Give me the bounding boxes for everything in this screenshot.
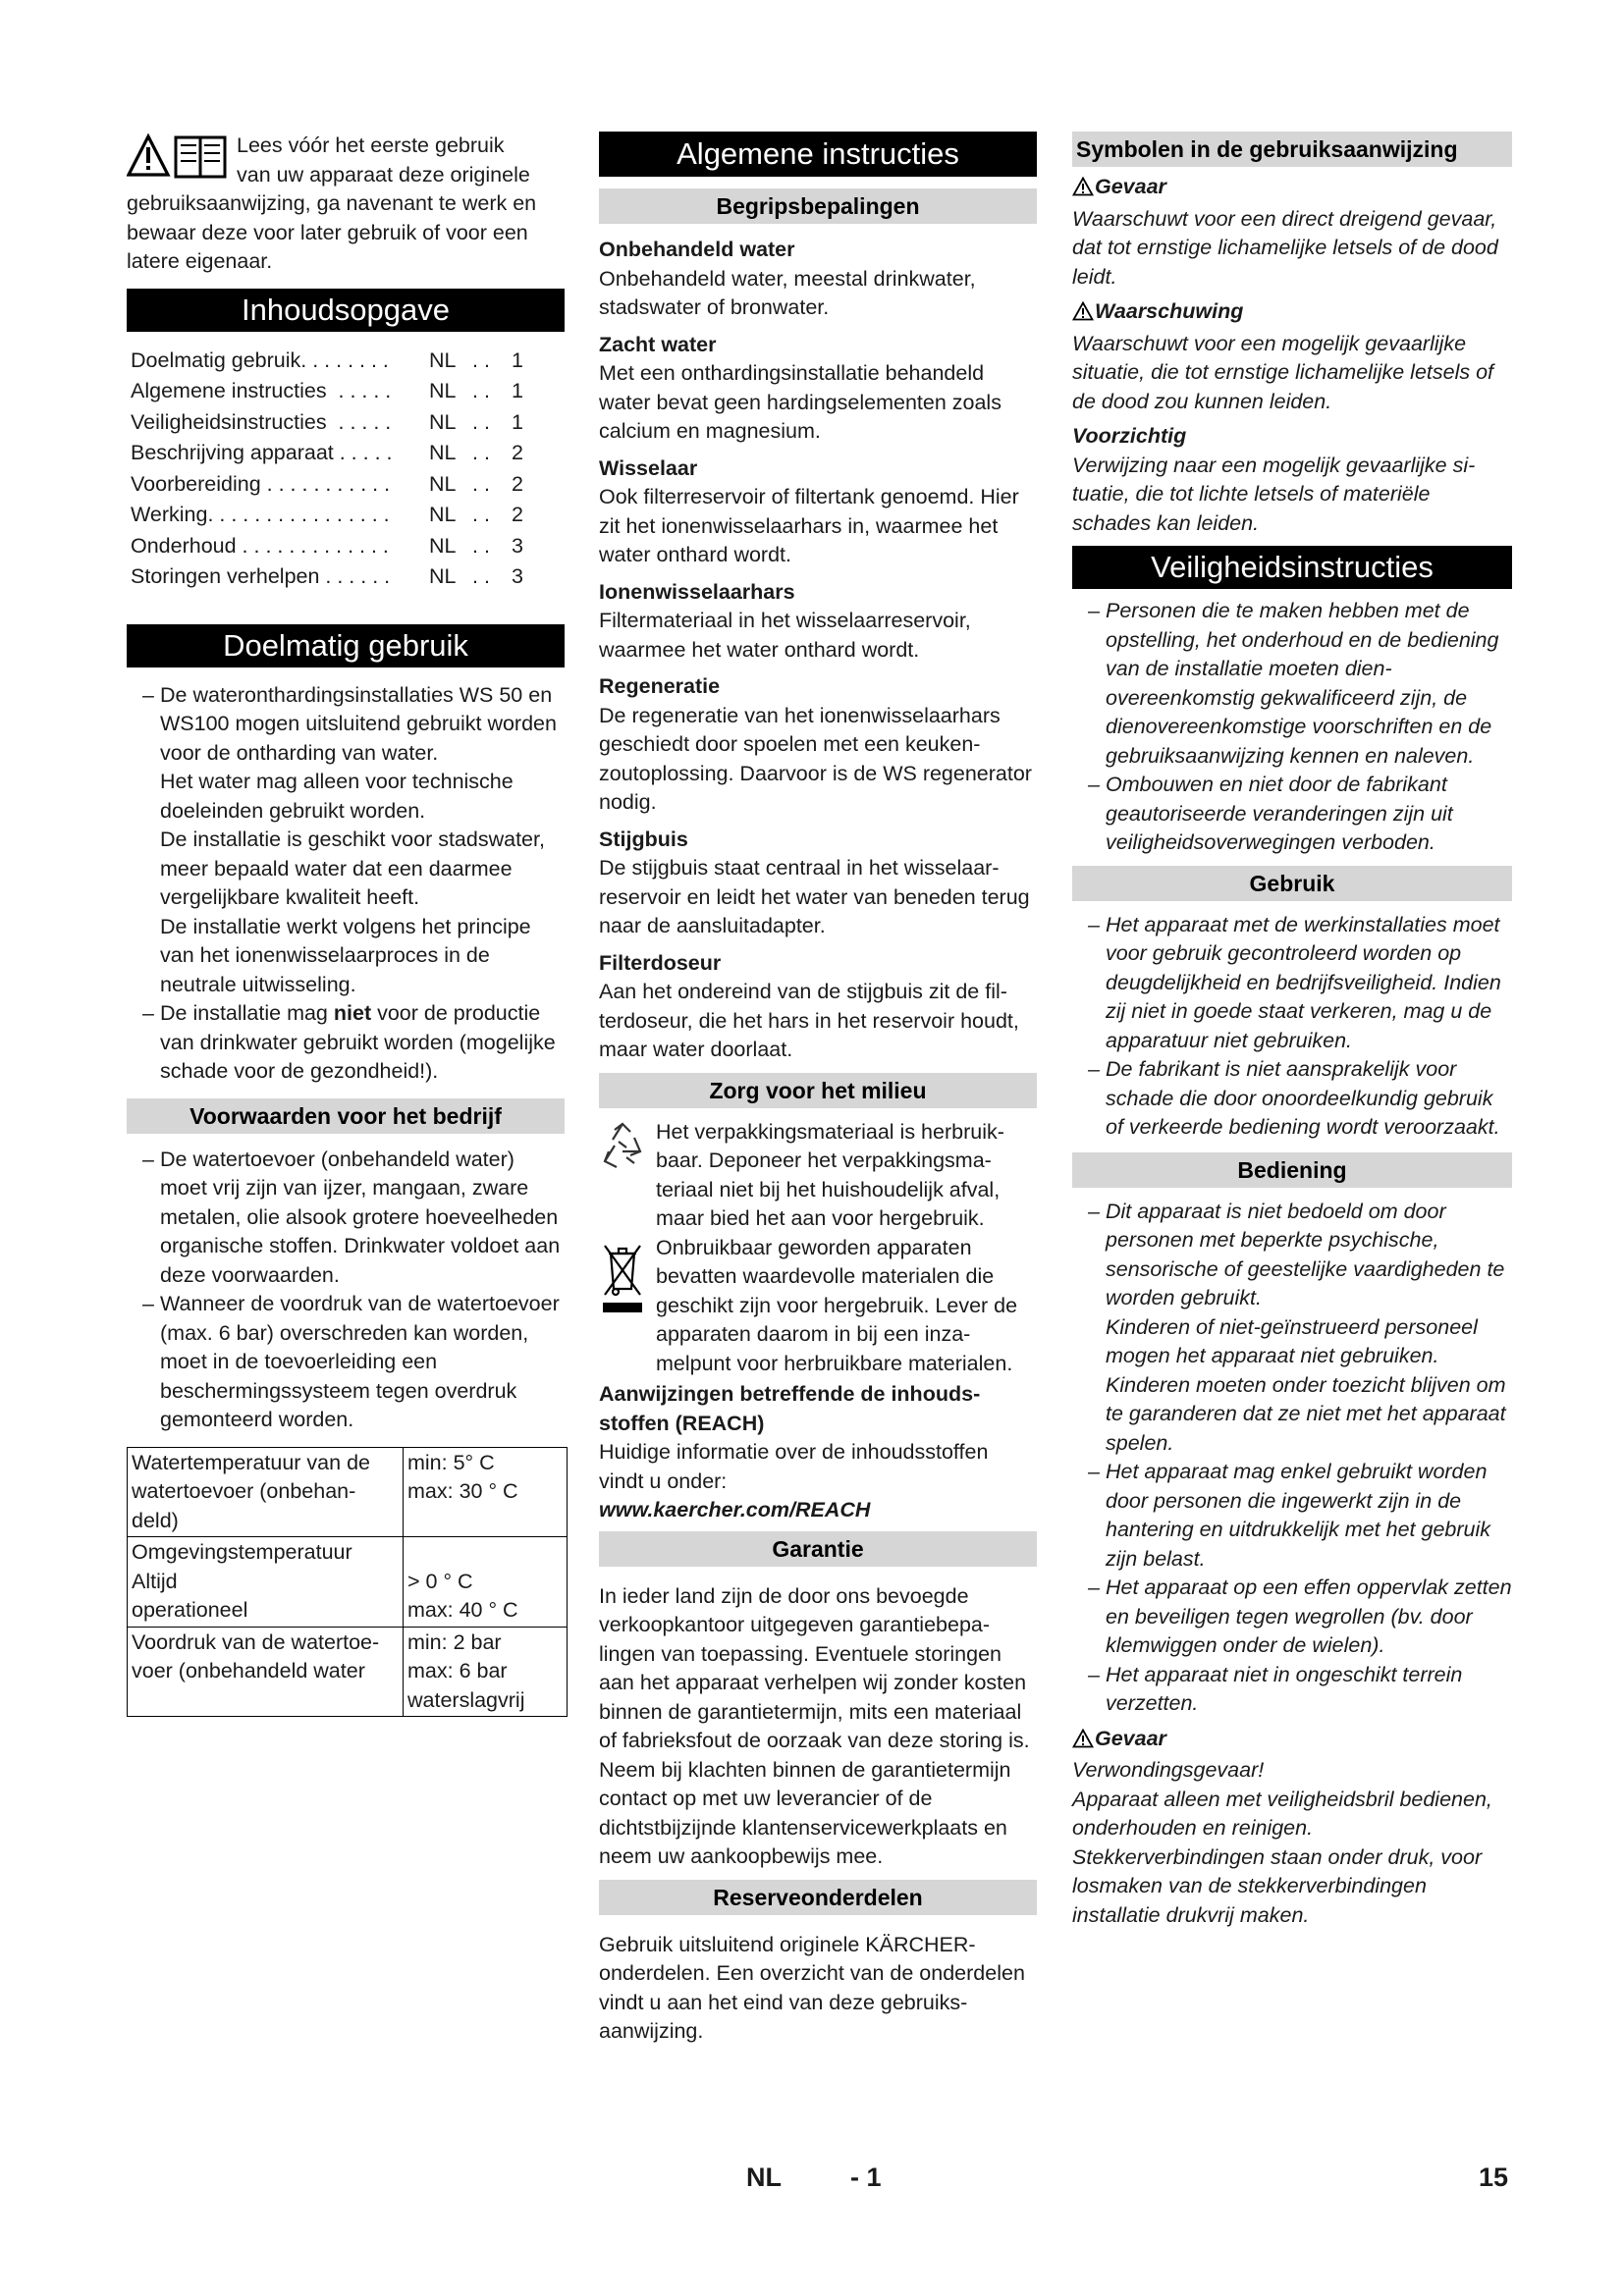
table-of-contents: [127, 346, 565, 593]
list-item-continuation: Kinderen moeten onder toezicht blijven om te garanderen dat ze niet met het apparaat spelen.: [1106, 1372, 1506, 1455]
list-item-continuation: De installatie werkt volgens het principe van het ionenwisselaarproces in de neutrale uitwisseling.: [160, 914, 531, 996]
begrips-heading: Begripsbepalingen: [599, 188, 1037, 224]
toc-lang: NL: [429, 503, 457, 526]
cell-line: operationeel: [132, 1598, 248, 1622]
waarschuwing-title: Waarschuwing: [1072, 297, 1512, 330]
toc-row[interactable]: [127, 407, 565, 439]
warning-book-icon: [127, 133, 229, 187]
list-item: – Het apparaat niet in ongeschikt terrein verzetten.: [1088, 1662, 1463, 1715]
toc-row[interactable]: [127, 500, 565, 531]
warning-icon: [1072, 176, 1094, 205]
table-cell-left: [128, 1537, 404, 1628]
warning-icon: [1072, 1728, 1094, 1757]
page-number: 15: [1479, 2163, 1509, 2192]
cell-line: Watertemperatuur van de: [132, 1450, 370, 1474]
intro-text: gebruiksaanwijzing, ga navenant te werk en bewaar deze voor later gebruik of voor een latere eigenaar.: [127, 191, 537, 273]
intro-line2: van uw apparaat deze originele: [237, 162, 530, 187]
toc-row[interactable]: [127, 561, 565, 593]
list-item-continuation: Kinderen of niet-geïnstrueerd personeel mogen het apparaat niet gebruiken.: [1106, 1314, 1478, 1367]
bediening-gevaar-3: Stekkerverbindingen staan onder druk, voor losmaken van de stekkerverbindingen installatie drukvrij maken.: [1072, 1844, 1483, 1927]
footer-lang: NL: [746, 2163, 782, 2192]
intro-block: [127, 132, 565, 277]
toc-row[interactable]: [127, 469, 565, 501]
toc-page: 3: [512, 533, 523, 558]
toc-sep: . .: [472, 379, 490, 402]
weee-bin-icon: [601, 1240, 644, 1325]
reserve-heading: Reserveonderdelen: [599, 1880, 1037, 1915]
definition-term: Ionenwisselaarhars: [599, 579, 795, 604]
definition-term: Onbehandeld water: [599, 238, 795, 261]
spec-table: [127, 1447, 568, 1718]
cell-line: max: 30 ° C: [407, 1479, 518, 1503]
list-item: – De wateronthardingsinstallaties WS 50 en WS100 mogen uitsluitend gebruikt worden voor de ontharding van water.: [142, 682, 557, 765]
definition-term: Wisselaar: [599, 455, 698, 480]
toc-page: 1: [512, 379, 523, 402]
toc-label: Onderhoud . . . . . . . . . . . . .: [131, 533, 389, 558]
veiligheid-heading: Veiligheidsinstructies: [1072, 546, 1512, 589]
column-left: [127, 132, 565, 1717]
algemene-heading: Algemene instructies: [599, 132, 1037, 177]
definition-term: Stijgbuis: [599, 827, 688, 851]
definition-text: De stijgbuis staat centraal in het wisselaarreservoir en leidt het water van beneden terug naar de aansluitadapter.: [599, 856, 1030, 937]
toc-sep: . .: [472, 347, 490, 372]
definition-text: De regeneratie van het ionenwisselaarhars geschiedt door spoelen met een keukenzoutoplossing. Daarvoor is de WS regenerator nodig.: [599, 703, 1032, 814]
definition-text: Filtermateriaal in het wisselaarreservoir, waarmee het water onthard wordt.: [599, 609, 971, 662]
cell-line: min: 2 bar: [407, 1629, 502, 1654]
reach-text: Huidige informatie over de inhoudsstoffen vindt u onder:: [599, 1440, 989, 1493]
toc-label: Werking. . . . . . . . . . . . . . . .: [131, 503, 390, 526]
toc-lang: NL: [429, 347, 457, 372]
toc-page: 2: [512, 503, 523, 526]
gevaar-title: Gevaar: [1072, 173, 1512, 205]
toc-lang: NL: [429, 564, 457, 588]
list-item: – Wanneer de voordruk van de watertoevoer (max. 6 bar) overschreden kan worden, moet in de toevoerleiding een beschermingssysteem tegen overdruk gemonteerd worden.: [142, 1292, 560, 1431]
cell-line: Altijd: [132, 1569, 178, 1593]
toc-lang: NL: [429, 441, 457, 464]
cell-line: deld): [132, 1508, 179, 1532]
voorwaarden-section: [127, 1146, 565, 1435]
definition-text: Aan het ondereind van de stijgbuis zit de filterdoseur, die het hars in het reservoir houdt, maar water doorlaat.: [599, 980, 1019, 1061]
toc-sep: . .: [472, 503, 490, 526]
cell-line: max: 6 bar: [407, 1659, 508, 1682]
toc-lang: NL: [429, 409, 457, 434]
table-row: [128, 1627, 568, 1717]
definition-term: Zacht water: [599, 332, 717, 356]
reserve-text: Gebruik uitsluitend originele KÄRCHER-onderdelen. Een overzicht van de onderdelen vindt u aan het eind van deze gebruiksaanwijzing.: [599, 1932, 1025, 2043]
column-right: [1072, 132, 1512, 1930]
table-cell-left: [128, 1447, 404, 1537]
toc-heading: Inhoudsopgave: [127, 289, 565, 332]
cell-line: > 0 ° C: [407, 1569, 473, 1593]
cell-line: watertoevoer (onbehan-: [132, 1479, 356, 1503]
table-row: [128, 1537, 568, 1628]
toc-sep: . .: [472, 409, 490, 434]
voorwaarden-heading: Voorwaarden voor het bedrijf: [127, 1098, 565, 1134]
waarschuwing-text: Waarschuwt voor een mogelijk gevaarlijke situatie, die tot ernstige lichamelijke letsels of de dood zou kunnen leiden.: [1072, 331, 1494, 413]
definition-term: Regeneratie: [599, 674, 721, 698]
doelmatig-section: [127, 681, 565, 1087]
definition-term: Filterdoseur: [599, 950, 722, 975]
list-item: – Het apparaat met de werkinstallaties moet voor gebruik gecontroleerd worden op deugdelijkheid en bedrijfsveiligheid. Indien zij niet in goede staat verkeren, mag u de apparatuur niet gebruiken.: [1088, 912, 1501, 1052]
garantie-heading: Garantie: [599, 1531, 1037, 1567]
milieu-heading: Zorg voor het milieu: [599, 1073, 1037, 1108]
table-cell-right: [404, 1447, 568, 1537]
toc-page: 2: [512, 471, 523, 496]
toc-page: 1: [512, 347, 523, 372]
toc-page: 1: [512, 409, 523, 434]
milieu-packaging-text: Het verpakkingsmateriaal is herbruikbaar. Deponeer het verpakkingsmateriaal niet bij het huishoudelijk afval, maar bied het aan voor hergebruik.: [656, 1119, 1004, 1230]
cell-line: Omgevingstemperatuur: [132, 1540, 352, 1564]
reach-link[interactable]: www.kaercher.com/REACH: [599, 1498, 871, 1522]
toc-sep: . .: [472, 441, 490, 464]
symbolen-heading: Symbolen in de gebruiksaanwijzing: [1072, 132, 1512, 167]
list-item-continuation: Het water mag alleen voor technische doeleinden gebruikt worden.: [160, 770, 514, 823]
column-middle: [599, 132, 1037, 2047]
bediening-gevaar-title: Gevaar: [1072, 1725, 1512, 1757]
footer-section-page: - 1: [850, 2163, 882, 2192]
definition-text: Ook filterreservoir of filtertank genoemd. Hier zit het ionenwisselaarhars in, waarmee het water onthard wordt.: [599, 485, 1019, 566]
table-cell-left: [128, 1627, 404, 1717]
garantie-text: In ieder land zijn de door ons bevoegde verkoopkantoor uitgegeven garantiebepalingen van toepassing. Eventuele storingen aan het apparaat verhelpen wij zonder kosten binnen de garantietermijn, mits een materiaal of fabrieksfout de oorzaak van deze storing is. Neem bij klachten binnen de garantietermijn contact op met uw leverancier of de dichtstbijzijnde klantenservicewerkplaats en neem uw aankoopbewijs mee.: [599, 1583, 1030, 1868]
table-row: [128, 1447, 568, 1537]
bediening-gevaar-1: Verwondingsgevaar!: [1072, 1758, 1265, 1782]
table-cell-right: [404, 1537, 568, 1628]
cell-line: Voordruk van de watertoe-: [132, 1629, 380, 1654]
gebruik-heading: Gebruik: [1072, 866, 1512, 901]
definition-text: Onbehandeld water, meestal drinkwater, stadswater of bronwater.: [599, 266, 976, 319]
toc-page: 3: [512, 564, 523, 588]
toc-row[interactable]: [127, 376, 565, 407]
list-item: – Dit apparaat is niet bedoeld om door personen met beperkte psychische, sensorische of geestelijke vaardigheden te worden gebruikt.: [1088, 1199, 1505, 1309]
list-item: – Het apparaat mag enkel gebruikt worden door personen die ingewerkt zijn in de hantering en uitdrukkelijk met het gebruik zijn belast.: [1088, 1460, 1490, 1571]
bediening-section: [1072, 1198, 1512, 1719]
cell-line: voer (onbehandeld water: [132, 1659, 365, 1682]
toc-row[interactable]: [127, 438, 565, 469]
toc-page: 2: [512, 441, 523, 464]
toc-label: Doelmatig gebruik. . . . . . . .: [131, 347, 389, 372]
toc-lang: NL: [429, 379, 457, 402]
toc-lang: NL: [429, 533, 457, 558]
toc-sep: . .: [472, 564, 490, 588]
list-item: – De watertoevoer (onbehandeld water) moet vrij zijn van ijzer, mangaan, zware metalen, olie alsook grotere hoeveelheden organische stoffen. Drinkwater voldoet aan deze voorwaarden.: [142, 1147, 561, 1287]
toc-label: Algemene instructies . . . . .: [131, 379, 392, 402]
toc-label: Veiligheidsinstructies . . . . .: [131, 409, 392, 434]
table-cell-right: [404, 1627, 568, 1717]
gevaar-text: Waarschuwt voor een direct dreigend gevaar, dat tot ernstige lichamelijke letsels of de dood leidt.: [1072, 206, 1498, 289]
milieu-devices-text: Onbruikbaar geworden apparaten bevatten waardevolle materialen die geschikt zijn voor hergebruik. Lever de apparaten daarom in bij een inzamelpunt voor herbruikbare materialen.: [656, 1235, 1018, 1375]
list-item: – Het apparaat op een effen oppervlak zetten en beveiligen tegen wegrollen (bv. door klemwiggen onder de wielen).: [1088, 1575, 1512, 1657]
toc-label: Voorbereiding . . . . . . . . . . .: [131, 471, 391, 496]
list-item: – De fabrikant is niet aansprakelijk voor schade die door onoordeelkundig gebruik of verkeerde bediening wordt veroorzaakt.: [1088, 1057, 1500, 1139]
toc-sep: . .: [472, 471, 490, 496]
definitions-list: [599, 236, 1037, 1065]
doelmatig-heading: Doelmatig gebruik: [127, 624, 565, 667]
cell-line: max: 40 ° C: [407, 1598, 518, 1622]
toc-sep: . .: [472, 533, 490, 558]
voorzichtig-title: Voorzichtig: [1072, 424, 1187, 448]
cell-line: min: 5° C: [407, 1450, 495, 1474]
voorzichtig-text: Verwijzing naar een mogelijk gevaarlijke situatie, die tot lichte letsels of materiële schades kan leiden.: [1072, 453, 1476, 535]
veiligheid-section: [1072, 597, 1512, 858]
toc-lang: NL: [429, 471, 457, 496]
milieu-section: [599, 1118, 1037, 1525]
warning-icon: [1072, 300, 1094, 330]
reach-title: Aanwijzingen betreffende de inhoudsstoffen (REACH): [599, 1382, 981, 1435]
bediening-gevaar-2: Apparaat alleen met veiligheidsbril bedienen, onderhouden en reinigen.: [1072, 1787, 1492, 1840]
toc-label: Beschrijving apparaat . . . . .: [131, 441, 393, 464]
toc-row[interactable]: [127, 346, 565, 377]
list-item: – Personen die te maken hebben met de opstelling, het onderhoud en de bediening van de installatie moeten dienovereenkomstig gekwalificeerd zijn, de dienovereenkomstige voorschriften en de gebruiksaanwijzing kennen en naleven.: [1088, 599, 1499, 768]
recycle-icon: [601, 1122, 644, 1180]
cell-line: [407, 1538, 563, 1568]
cell-line: waterslagvrij: [407, 1687, 525, 1712]
gebruik-section: [1072, 911, 1512, 1143]
bediening-heading: Bediening: [1072, 1152, 1512, 1188]
list-item-continuation: De installatie is geschikt voor stadswater, meer bepaald water dat een daarmee vergelijkbare kwaliteit heeft.: [160, 828, 545, 909]
definition-text: Met een onthardingsinstallatie behandeld water bevat geen hardingselementen zoals calcium en magnesium.: [599, 361, 1001, 443]
toc-label: Storingen verhelpen . . . . . .: [131, 564, 391, 588]
list-item: – De installatie mag niet voor de productie van drinkwater gebruikt worden (mogelijke schade voor de gezondheid!).: [142, 1001, 556, 1083]
symbolen-section: [1072, 173, 1512, 538]
toc-row[interactable]: [127, 531, 565, 562]
intro-line1: Lees vóór het eerste gebruik: [237, 133, 505, 157]
list-item: – Ombouwen en niet door de fabrikant geautoriseerde veranderingen zijn uit veiligheidsoverwegingen verboden.: [1088, 773, 1453, 854]
